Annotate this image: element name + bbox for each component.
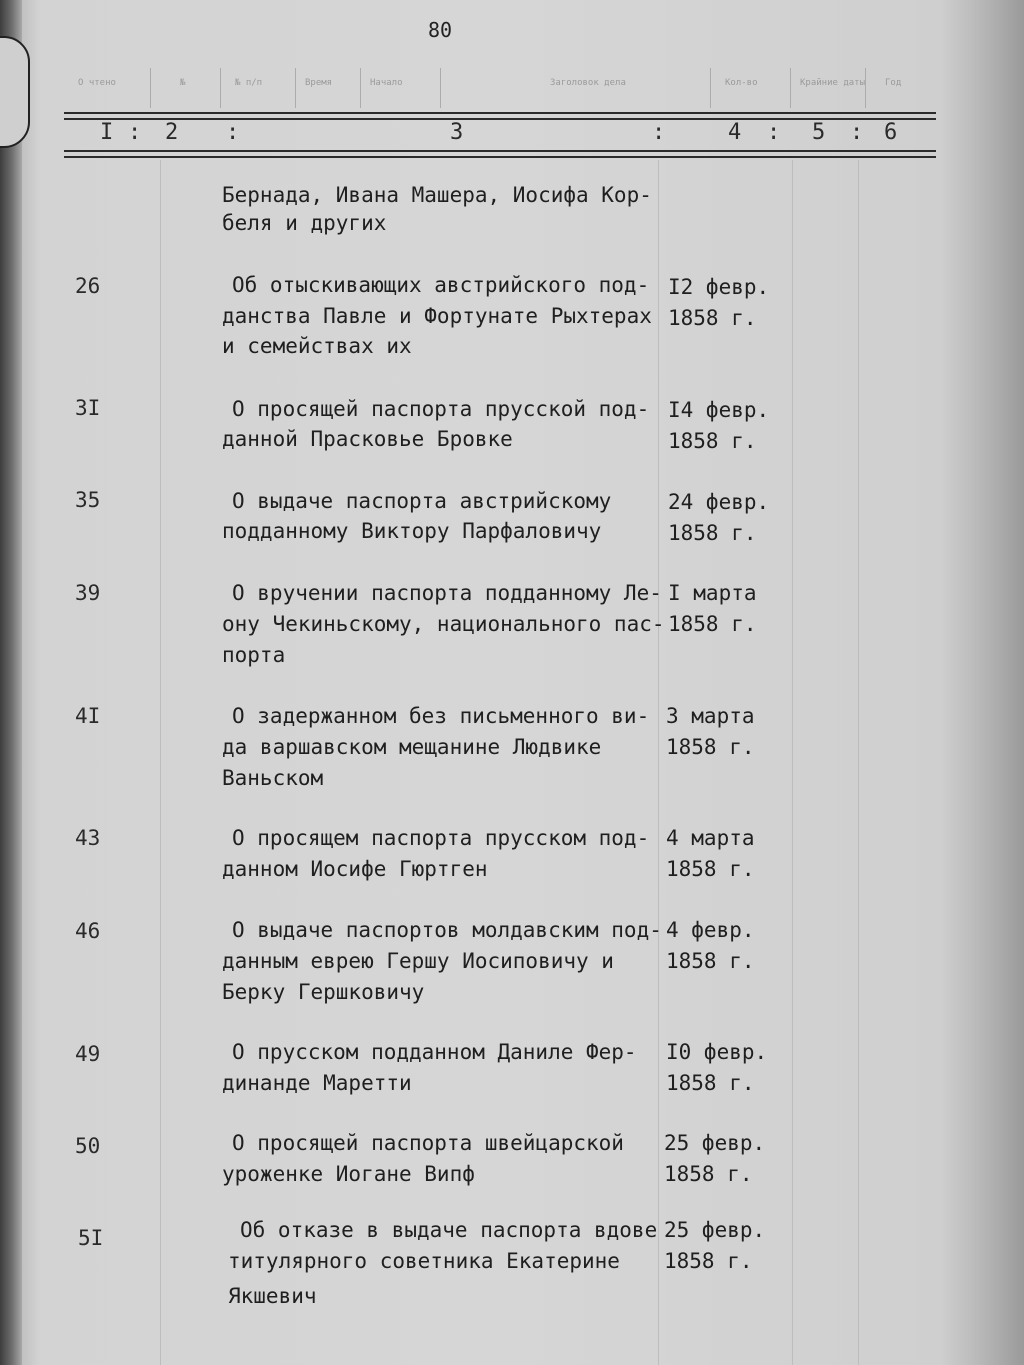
entry-number: 5I [78,1226,104,1250]
faint-header-cell: Кол-во [725,78,758,88]
faint-header-cell: Крайние даты [800,78,866,88]
column-divider [160,160,161,1365]
text-line: О просящей паспорта прусской под- [232,397,650,421]
entry-date-year: 1858 г. [668,429,757,453]
text-line: Бернада, Ивана Машера, Иосифа Кор- [222,183,652,207]
column-header: 3 [450,120,464,145]
entry-date-day: I марта [668,581,757,605]
text-line: беля и других [222,211,387,235]
entry-date-day: I0 февр. [666,1040,768,1064]
entry-number: 4I [75,704,101,728]
column-header: 4 [728,120,742,145]
text-line: О прусском подданном Даниле Фер- [232,1040,637,1064]
faint-header-cell: О чтено [78,78,116,88]
divider [790,68,791,108]
entry-number: 49 [75,1042,101,1066]
faint-column-header [70,68,940,110]
page-number: 80 [428,18,453,42]
entry-date-year: 1858 г. [668,612,757,636]
entry-date-day: I4 февр. [668,398,770,422]
faint-header-cell: Время [305,78,333,88]
entry-number: 50 [75,1134,101,1158]
entry-date-day: 4 февр. [666,918,755,942]
column-header: : [128,120,142,145]
text-line: данным еврею Гершу Иосиповичу и [222,949,614,973]
binding-shadow [0,0,22,1365]
entry-number: 43 [75,826,101,850]
divider [150,68,151,108]
text-line: О просящей паспорта швейцарской [232,1131,624,1155]
text-line: Берку Гершковичу [222,980,425,1004]
entry-date-year: 1858 г. [668,521,757,545]
entry-number: 39 [75,581,101,605]
header-rule [64,150,936,152]
column-header: 6 [884,120,898,145]
column-divider [658,160,659,1365]
text-line: О задержанном без письменного ви- [232,704,650,728]
text-line: титулярного советника Екатерине [228,1249,620,1273]
entry-date-day: 3 марта [666,704,755,728]
entry-date-day: 25 февр. [664,1218,766,1242]
divider [295,68,296,108]
divider [865,68,866,108]
entry-date-year: 1858 г. [668,306,757,330]
entry-date-day: I2 февр. [668,275,770,299]
side-tab [0,36,30,148]
text-line: и семействах их [222,334,412,358]
faint-header-cell: № п/п [235,78,263,88]
text-line: порта [222,643,286,667]
text-line: О просящем паспорта прусском под- [232,826,650,850]
divider [220,68,221,108]
divider [440,68,441,108]
entry-date-year: 1858 г. [664,1162,753,1186]
column-header: : [850,120,864,145]
text-line: ону Чекиньскому, национального пас- [222,612,665,636]
column-divider [792,160,793,1365]
text-line: данной Прасковье Бровке [222,427,513,451]
column-divider [858,160,859,1365]
text-line: О выдаче паспортов молдавским под- [232,918,662,942]
divider [360,68,361,108]
text-line: О вручении паспорта подданному Ле- [232,581,662,605]
entry-date-year: 1858 г. [666,949,755,973]
text-line: О выдаче паспорта австрийскому [232,489,612,513]
header-rule [64,156,936,158]
faint-header-cell: № [180,78,186,88]
entry-date-year: 1858 г. [666,857,755,881]
header-rule [64,112,936,114]
text-line: Якшевич [228,1284,317,1308]
faint-header-cell: Год [885,78,902,88]
column-header: 2 [165,120,179,145]
text-line: динанде Маретти [222,1071,412,1095]
column-header: : [767,120,781,145]
text-line: подданному Виктору Парфаловичу [222,519,602,543]
entry-number: 3I [75,396,101,420]
column-header: 5 [812,120,826,145]
faint-header-cell: Заголовок дела [550,78,626,88]
text-line: Об отказе в выдаче паспорта вдове [240,1218,658,1242]
text-line: данном Иосифе Гюртген [222,857,488,881]
text-line: Об отыскивающих австрийского под- [232,273,650,297]
column-header: : [652,120,666,145]
entry-date-year: 1858 г. [666,735,755,759]
text-line: да варшавском мещанине Людвике [222,735,602,759]
faint-header-cell: Начало [370,78,403,88]
header-rule [64,118,936,120]
entry-date-day: 25 февр. [664,1131,766,1155]
entry-date-year: 1858 г. [666,1071,755,1095]
entry-number: 46 [75,919,101,943]
entry-date-day: 4 марта [666,826,755,850]
entry-number: 26 [75,274,101,298]
text-line: уроженке Иогане Випф [222,1162,475,1186]
column-header: : [226,120,240,145]
text-line: данства Павле и Фортунате Рыхтерах [222,304,652,328]
entry-number: 35 [75,488,101,512]
entry-date-year: 1858 г. [664,1249,753,1273]
entry-date-day: 24 февр. [668,490,770,514]
text-line: Ваньском [222,766,324,790]
divider [710,68,711,108]
column-header: I [100,120,114,145]
